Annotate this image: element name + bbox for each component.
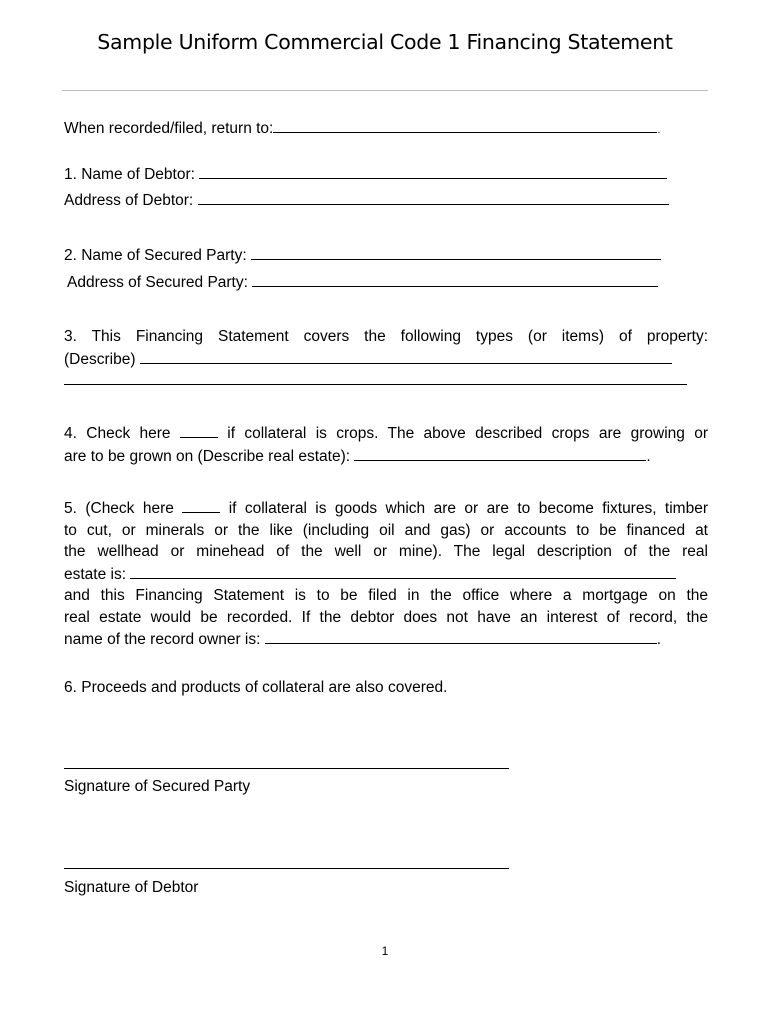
crops-real-estate-field[interactable] <box>354 445 646 461</box>
item3-describe-label: (Describe) <box>64 350 136 368</box>
secured-party-name-label: 2. Name of Secured Party: <box>64 247 247 264</box>
item3-describe-field[interactable] <box>140 348 672 364</box>
secured-party-address-field[interactable] <box>252 271 658 287</box>
secured-party-signature-line[interactable] <box>64 768 509 769</box>
secured-party-name-row <box>64 244 661 266</box>
item5-line6: real estate would be recorded. If the debtor does not have an interest of record, the <box>64 608 708 626</box>
document-title: Sample Uniform Commercial Code 1 Financing Statement <box>97 30 673 54</box>
secured-party-address-row <box>67 271 658 293</box>
debtor-name-field[interactable] <box>199 163 667 179</box>
item5-block <box>64 497 708 651</box>
secured-party-name-field[interactable] <box>251 244 661 260</box>
item5-line5: and this Financing Statement is to be filed in the office where a mortgage on the <box>64 587 708 604</box>
item4-line2: are to be grown on (Describe real estate): . <box>64 445 708 468</box>
fixtures-check-field[interactable] <box>182 497 220 513</box>
secured-party-address-label: Address of Secured Party: <box>67 274 248 291</box>
item4-line1: 4. Check here if collateral is crops. The above described crops are growing or <box>64 422 708 445</box>
debtor-signature-label: Signature of Debtor <box>64 879 199 896</box>
crops-check-field[interactable] <box>180 422 218 438</box>
return-to-field[interactable] <box>273 117 657 133</box>
item5-line7: name of the record owner is: . <box>64 628 708 651</box>
legal-description-field[interactable] <box>130 563 676 579</box>
item3-describe-field-2[interactable] <box>64 384 687 385</box>
return-to-row <box>64 117 660 141</box>
return-to-end: . <box>657 124 661 136</box>
item5-line1: 5. (Check here if collateral is goods which are or are to become fixtures, timber <box>64 497 708 520</box>
record-owner-field[interactable] <box>265 628 657 644</box>
debtor-name-row <box>64 163 667 185</box>
debtor-address-field[interactable] <box>198 189 669 205</box>
page-number: 1 <box>381 944 389 958</box>
item3-line1: 3. This Financing Statement covers the following types (or items) of property: <box>64 328 708 345</box>
item3-block <box>64 326 708 370</box>
debtor-address-row <box>64 189 669 211</box>
item5-line3: the wellhead or minehead of the well or mine). The legal description of the real <box>64 543 708 560</box>
item5-line4: estate is: <box>64 563 708 586</box>
secured-party-signature-label: Signature of Secured Party <box>64 778 251 795</box>
debtor-signature-line[interactable] <box>64 868 509 869</box>
item6-text: 6. Proceeds and products of collateral are also covered. <box>64 679 448 696</box>
item4-block <box>64 422 708 467</box>
title-divider <box>62 90 708 91</box>
item3-line2 <box>64 348 708 371</box>
debtor-name-label: 1. Name of Debtor: <box>64 166 195 183</box>
return-to-label: When recorded/filed, return to: <box>64 120 274 137</box>
item5-line2: to cut, or minerals or the like (including oil and gas) or accounts to be financed at <box>64 521 708 539</box>
debtor-address-label: Address of Debtor: <box>64 192 194 209</box>
